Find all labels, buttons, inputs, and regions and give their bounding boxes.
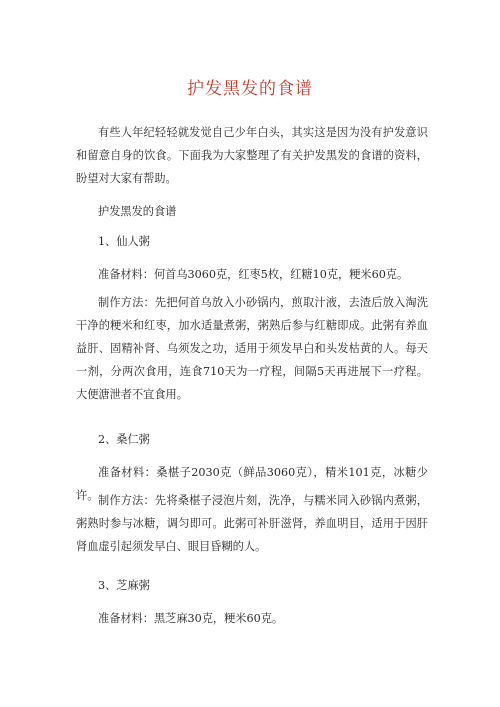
recipe-heading-1: 1、仙人粥 (98, 235, 150, 248)
recipe-steps-1: 制作方法：先把何首乌放入小砂锅内，煎取汁液，去渣后放入淘洗干净的粳米和红枣，加水适量煮粥，粥熟后参与红糖即成。此粥有养血益肝、固精补肾、乌须发之功，适用于须发早白和头发枯黄的人。每天一剂，分两次食用，连食710天为一疗程，间隔5天再进展下一疗程。大便溏泄者不宜食用。 (76, 296, 428, 401)
intro-paragraph: 有些人年纪轻轻就发觉自己少年白头，其实这是因为没有护发意识和留意自身的饮食。下面我为大家整理了有关护发黑发的食谱的资料，盼望对大家有帮助。 (76, 126, 428, 185)
recipe-steps-2: 制作方法：先将桑椹子浸泡片刻，洗净，与糯米同入砂锅内煮粥，粥熟时参与冰糖，调匀即可。此粥可补肝滋肾，养血明目，适用于因肝肾血虚引起须发早白、眼目昏糊的人。 (76, 494, 428, 553)
recipe-heading-2: 2、桑仁粥 (98, 433, 150, 446)
section-heading: 护发黑发的食谱 (98, 205, 177, 218)
recipe-materials-3: 准备材料：黑芝麻30克，粳米60克。 (98, 612, 284, 625)
page-title: 护发黑发的食谱 (187, 79, 313, 99)
recipe-materials-1: 准备材料：何首乌3060克，红枣5枚，红糖10克，粳米60克。 (98, 268, 409, 281)
recipe-heading-3: 3、芝麻粥 (98, 579, 150, 592)
recipe-materials-2: 准备材料：桑椹子2030克（鲜品3060克），精米101克，冰糖少许。 (76, 466, 428, 502)
